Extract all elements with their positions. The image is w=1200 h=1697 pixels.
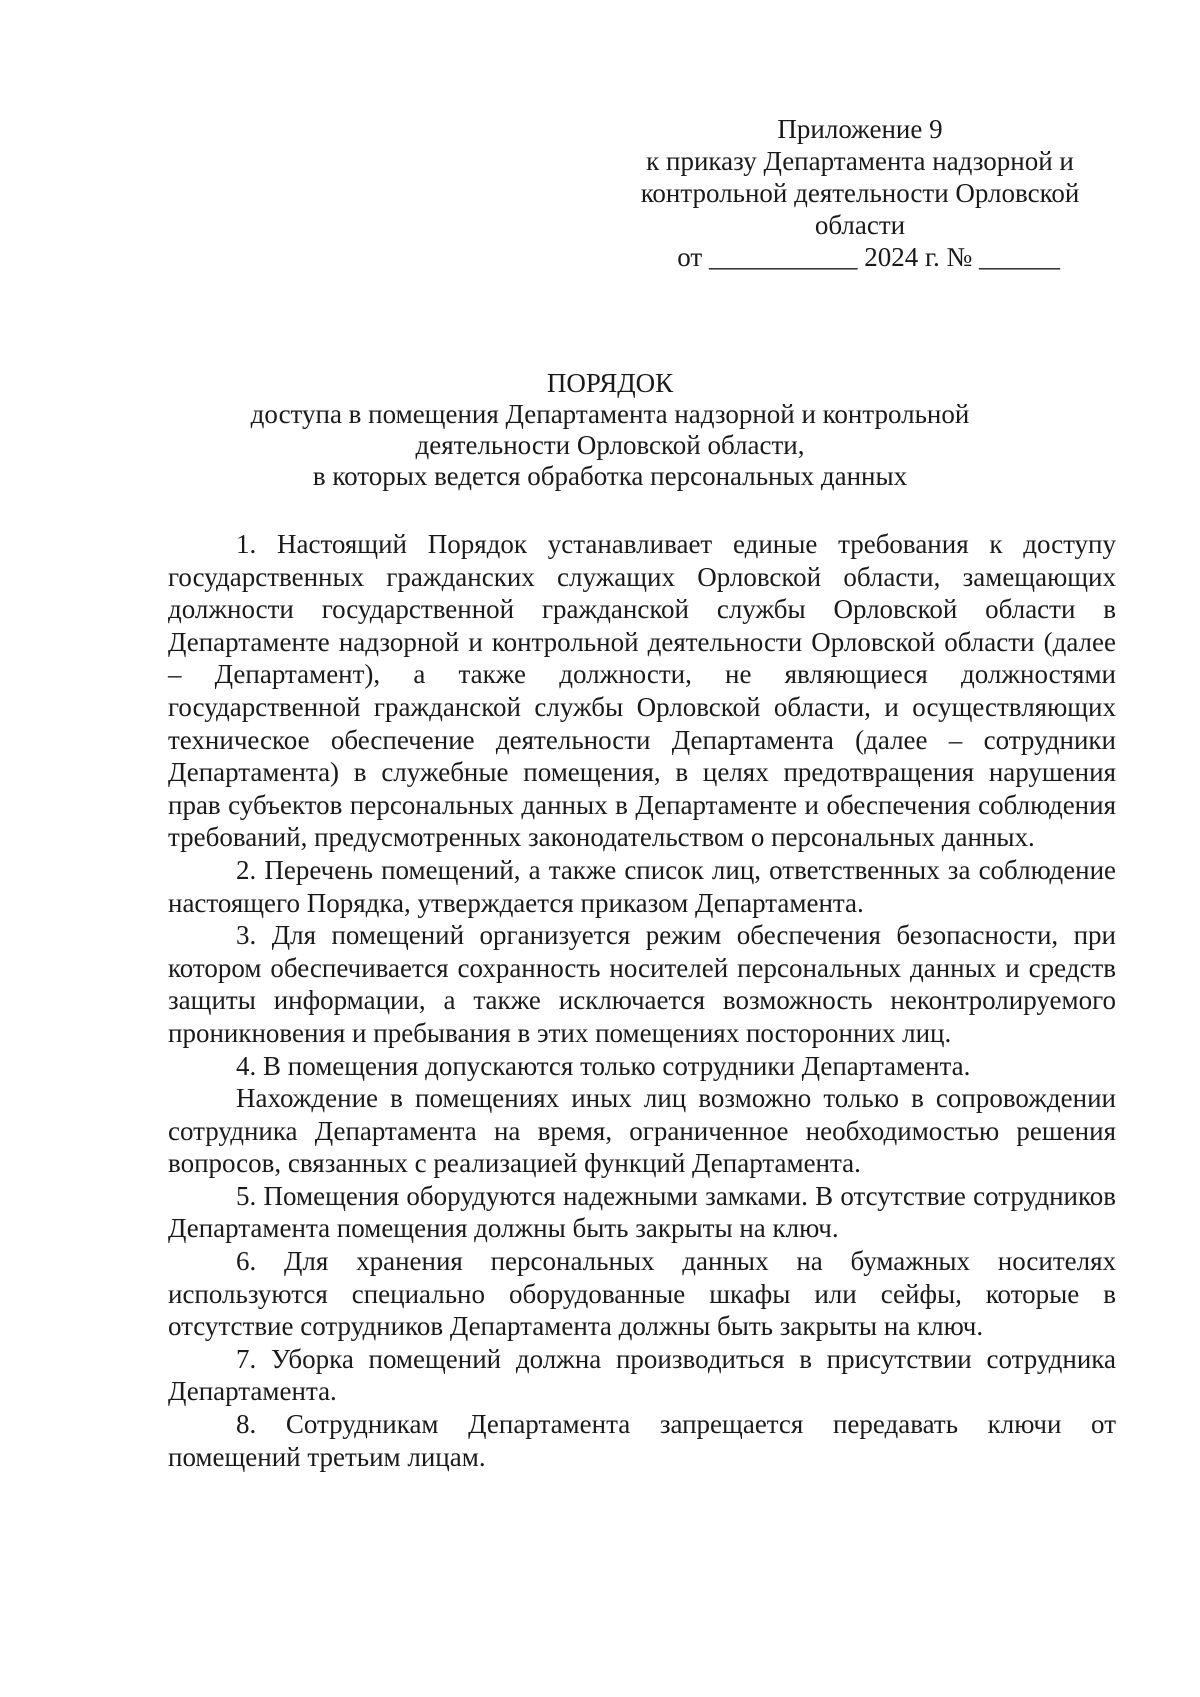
paragraph-5: 5. Помещения оборудуются надежными замками. В отсутствие сотрудников Департамента помещения должны быть закрыты на ключ. — [168, 1180, 1116, 1244]
paragraph-4: 4. В помещения допускаются только сотрудники Департамента. — [236, 1050, 971, 1081]
appendix-order-ref: к приказу Департамента надзорной и — [646, 146, 1074, 176]
appendix-number: Приложение 9 — [777, 114, 943, 144]
title-line-4: в которых ведется обработка персональных данных — [312, 461, 908, 491]
paragraph-8: 8. Сотрудникам Департамента запрещается передавать ключи от помещений третьим лицам. — [168, 1409, 1116, 1472]
paragraph-4-continuation: Нахождение в помещениях иных лиц возможно только в сопровождении сотрудника Департамента на время, ограниченное необходимостью решения вопросов, связанных с реализацией функций Департамента. — [168, 1083, 1116, 1179]
appendix-department: контрольной деятельности Орловской — [640, 178, 1080, 208]
paragraph-6: 6. Для хранения персональных данных на бумажных носителях используются специально оборудованные шкафы или сейфы, которые в отсутствие сотрудников Департамента должны быть закрыты на ключ. — [168, 1246, 1116, 1342]
appendix-date-number: от ___________ 2024 г. № ______ — [677, 242, 1060, 272]
document-title — [120, 368, 1100, 492]
paragraph-7: 7. Уборка помещений должна производиться в присутствии сотрудника Департамента. — [168, 1343, 1116, 1407]
paragraph-1: 1. Настоящий Порядок устанавливает единые требования к доступу государственных гражданских служащих Орловской области, замещающих должности государственной гражданской службы Орловской области в Департаменте надзорной и контрольной деятельности Орловской области (далее – Департамент), а также должности, не являющиеся должностями государственной гражданской службы Орловской области, и осуществляющих техническое обеспечение деятельности Департамента (далее – сотрудники Департамента) в служебные помещения, в целях предотвращения нарушения прав субъектов персональных данных в Департаменте и обеспечения соблюдения требований, предусмотренных законодательством о персональных данных. — [168, 529, 1116, 853]
paragraph-2: 2. Перечень помещений, а также список лиц, ответственных за соблюдение настоящего Порядка, утверждается приказом Департамента. — [168, 854, 1116, 918]
title-heading: ПОРЯДОК — [546, 368, 674, 398]
document-body — [168, 528, 1116, 1473]
paragraph-3: 3. Для помещений организуется режим обеспечения безопасности, при котором обеспечивается сохранность носителей персональных данных и средств защиты информации, а также исключается возможность неконтролируемого проникновения и пребывания в этих помещениях посторонних лиц. — [168, 920, 1116, 1048]
appendix-header — [620, 113, 1100, 273]
title-line-3: деятельности Орловской области, — [415, 430, 805, 460]
appendix-region: области — [814, 210, 906, 240]
title-line-2: доступа в помещения Департамента надзорной и контрольной — [250, 399, 970, 429]
